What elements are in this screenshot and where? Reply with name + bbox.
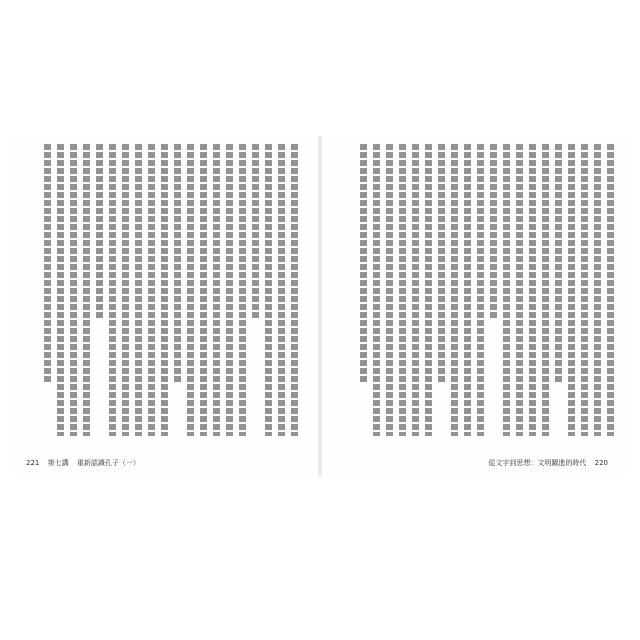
text-column (425, 144, 432, 436)
text-column (477, 144, 484, 436)
text-column (607, 144, 614, 436)
text-column (490, 144, 497, 319)
text-column (291, 144, 298, 436)
text-column (109, 144, 116, 436)
text-column (213, 144, 220, 436)
text-column (529, 144, 536, 436)
running-title: 從文字到思想：文明躍進的時代 (488, 459, 587, 467)
text-column (555, 144, 562, 383)
left-page-body-text (26, 144, 298, 436)
text-column (360, 144, 367, 383)
text-column (200, 144, 207, 436)
text-column (57, 144, 64, 436)
right-page (330, 136, 626, 476)
text-column (265, 144, 272, 436)
text-column (451, 144, 458, 436)
text-column (174, 144, 181, 383)
text-column (594, 144, 601, 436)
text-column (568, 144, 575, 436)
text-column (278, 144, 285, 436)
text-column (438, 144, 445, 383)
book-spread (14, 136, 626, 476)
text-column (464, 144, 471, 436)
text-column (96, 144, 103, 319)
book-gutter (318, 136, 322, 476)
text-column (239, 144, 246, 436)
text-column (135, 144, 142, 436)
page-number: 220 (594, 459, 608, 467)
text-column (44, 144, 51, 383)
text-column (412, 144, 419, 436)
text-column (542, 144, 549, 436)
text-column (252, 144, 259, 319)
right-page-body-text (342, 144, 614, 436)
text-column (161, 144, 168, 436)
chapter-label: 第七講 (47, 459, 69, 467)
text-column (503, 144, 510, 436)
text-column (187, 144, 194, 436)
page-number: 221 (26, 459, 40, 467)
text-column (373, 144, 380, 436)
text-column (386, 144, 393, 436)
text-column (226, 144, 233, 436)
text-column (581, 144, 588, 436)
left-page (14, 136, 310, 476)
left-page-footer (26, 458, 146, 468)
running-title: 重新認識孔子（一） (76, 459, 140, 467)
text-column (516, 144, 523, 436)
right-page-footer (488, 458, 614, 468)
text-column (148, 144, 155, 436)
text-column (70, 144, 77, 436)
text-column (122, 144, 129, 436)
text-column (83, 144, 90, 436)
text-column (399, 144, 406, 436)
